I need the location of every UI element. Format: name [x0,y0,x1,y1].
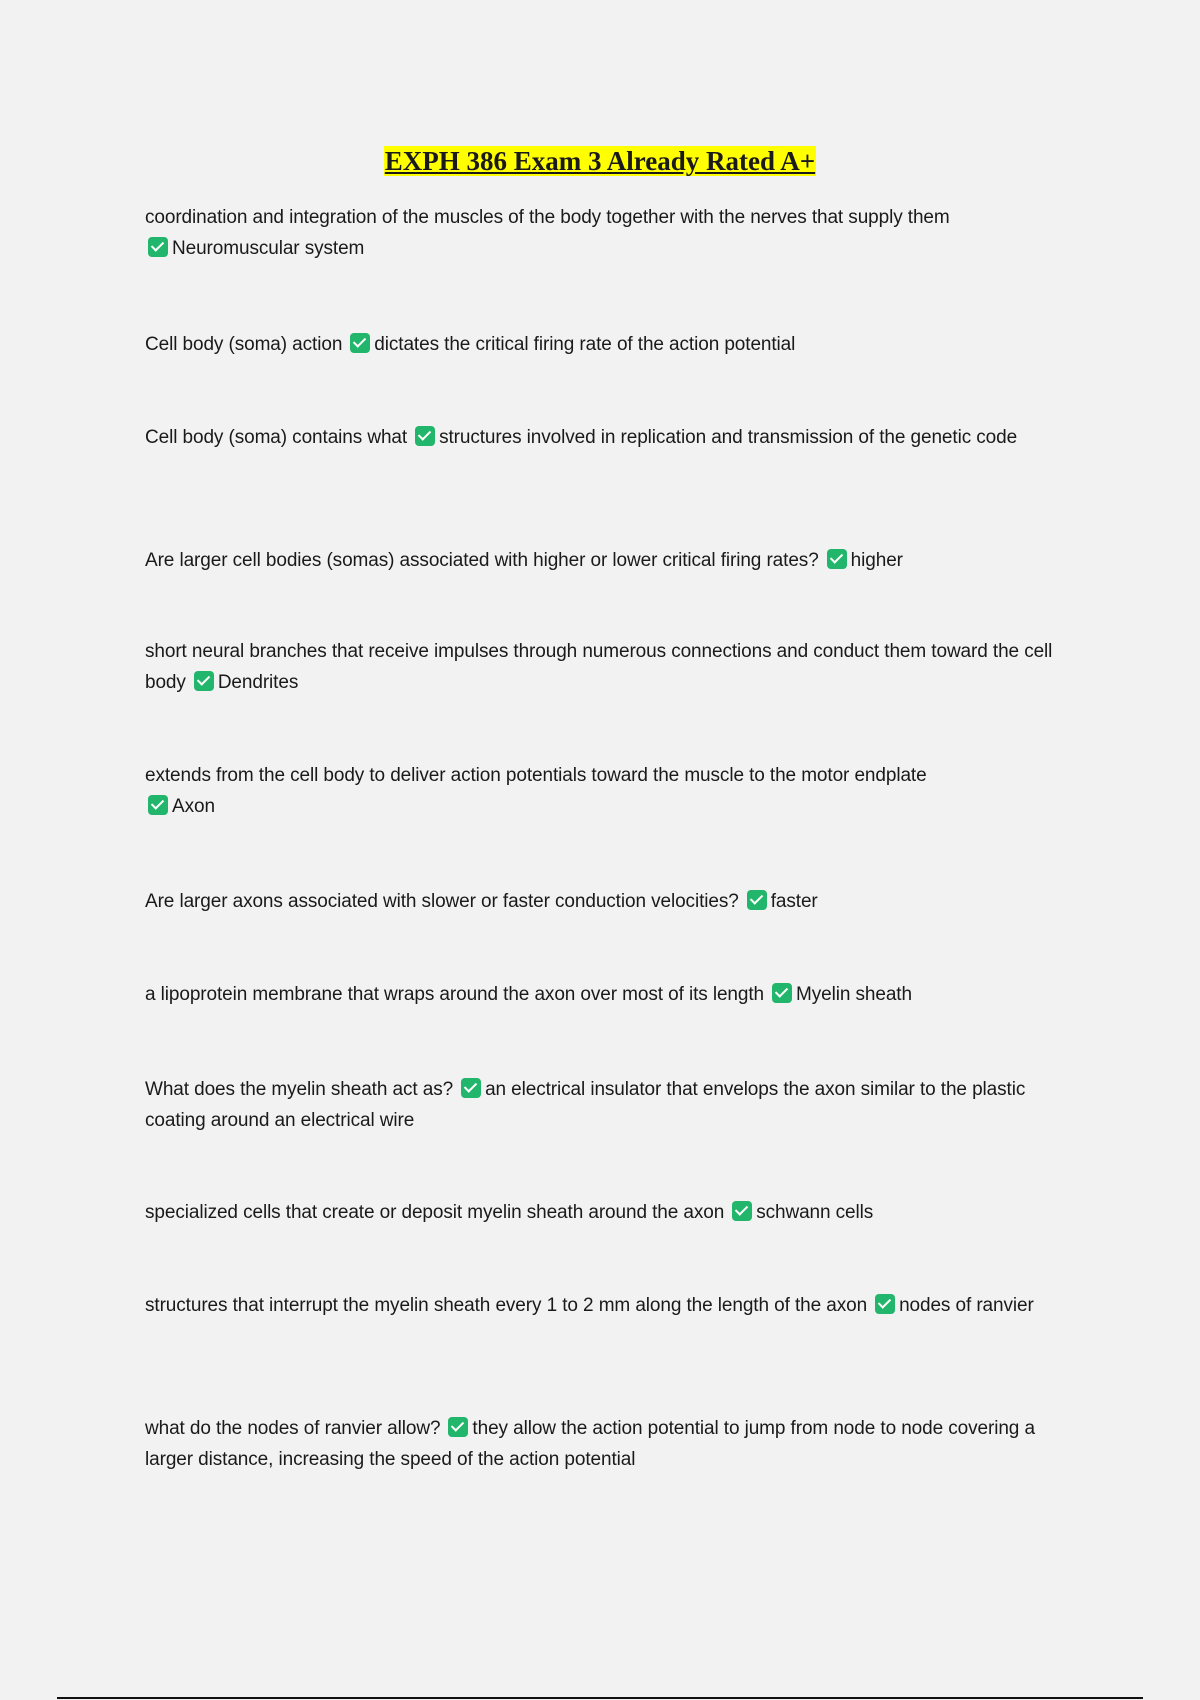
check-mark-icon [875,1294,895,1314]
qa-item [145,636,1065,698]
answer-text: an electrical insulator that envelops the axon similar to the plastic coating around an electrical wire [145,1079,1026,1131]
question-text: a lipoprotein membrane that wraps around the axon over most of its length [145,984,764,1005]
qa-item [145,979,1065,1010]
check-mark-icon [415,426,435,446]
check-mark-icon [448,1417,468,1437]
question-text: structures that interrupt the myelin sheath every 1 to 2 mm along the length of the axon [145,1295,868,1316]
answer-text: Neuromuscular system [172,238,365,259]
question-text: specialized cells that create or deposit myelin sheath around the axon [145,1202,725,1223]
question-text: short neural branches that receive impulses through numerous connections and conduct them toward the cell body [145,641,1053,693]
answer-text: Myelin sheath [796,984,912,1005]
title-container [0,146,1200,176]
check-mark-icon [194,671,214,691]
question-text: extends from the cell body to deliver action potentials toward the muscle to the motor endplate [145,765,927,786]
question-text: Are larger axons associated with slower or faster conduction velocities? [145,891,739,912]
check-mark-icon [827,549,847,569]
question-text: what do the nodes of ranvier allow? [145,1418,441,1439]
question-text: Cell body (soma) contains what [145,427,408,448]
question-text: Cell body (soma) action [145,334,343,355]
check-mark-icon [732,1201,752,1221]
answer-text: dictates the critical firing rate of the action potential [374,334,796,355]
qa-item [145,1413,1065,1475]
check-mark-icon [747,890,767,910]
answer-text: nodes of ranvier [899,1295,1034,1316]
answer-text: higher [850,550,903,571]
document-title: EXPH 386 Exam 3 Already Rated A+ [384,146,816,176]
qa-item [145,202,1065,264]
check-mark-icon [148,237,168,257]
answer-text: structures involved in replication and transmission of the genetic code [439,427,1018,448]
answer-text: faster [770,891,818,912]
qa-item [145,545,1065,576]
question-text: Are larger cell bodies (somas) associated with higher or lower critical firing rates? [145,550,819,571]
answer-text: Axon [172,796,215,817]
qa-item [145,1197,1065,1228]
qa-item [145,329,1065,360]
check-mark-icon [148,795,168,815]
answer-text: schwann cells [756,1202,874,1223]
qa-item [145,422,1065,453]
check-mark-icon [772,983,792,1003]
question-text: What does the myelin sheath act as? [145,1079,454,1100]
answer-text: Dendrites [217,672,299,693]
answer-text: they allow the action potential to jump from node to node covering a larger distance, increasing the speed of the action potential [145,1418,1035,1470]
qa-item [145,1074,1065,1136]
check-mark-icon [461,1078,481,1098]
qa-item [145,1290,1065,1321]
footer-divider [57,1697,1143,1699]
qa-item [145,760,1065,822]
qa-item [145,886,1065,917]
question-text: coordination and integration of the muscles of the body together with the nerves that supply them [145,207,950,228]
check-mark-icon [350,333,370,353]
